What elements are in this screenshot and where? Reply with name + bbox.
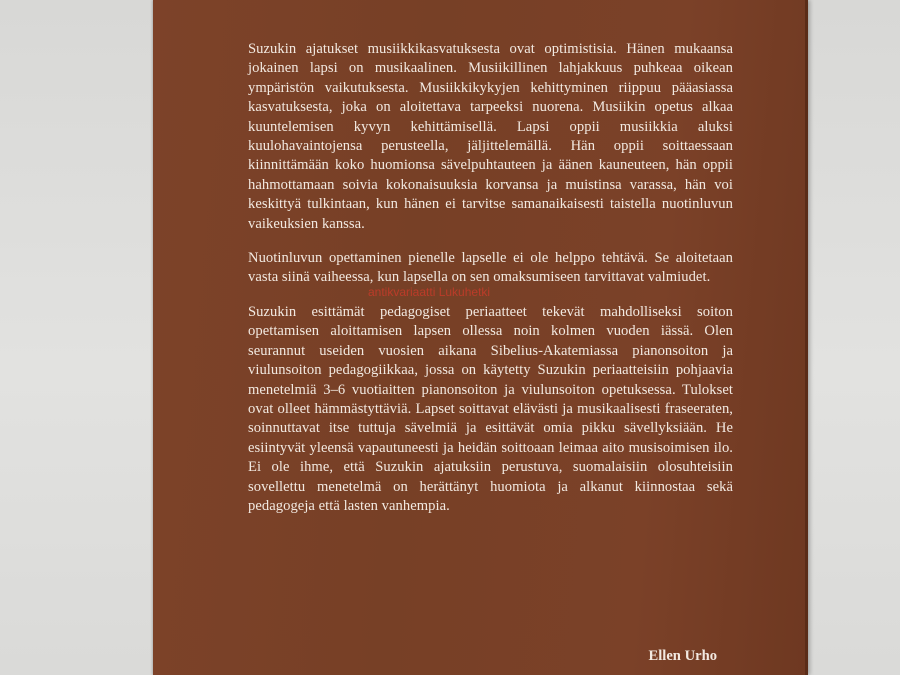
paragraph-3: Suzukin esittämät pedagogiset periaatteet tekevät mahdolliseksi soiton opettamisen aloittamisen lapsen ollessa noin kolmen vuoden iässä. Olen seurannut useiden vuosien aikana Sibelius-Akatemiassa pianonsoiton ja viulunsoiton pedagogiikkaa, jossa on käytetty Suzukin periaatteisiin pohjaavia menetelmiä 3–6 vuotiaitten pianonsoiton ja viulunsoiton opetuksessa. Tulokset ovat olleet hämmästyttäviä. Lapset soittavat elävästi ja musikaalisesti fraseeraten, soinnuttavat itse tuttuja sävelmiä ja esittävät omia pikku sävellyksiään. He esiintyvät yleensä vapautuneesti ja heidän soittoaan leimaa aito musisoimisen ilo. Ei ole ihme, että Suzukin ajatuksiin perustuva, suomalaisiin olosuhteisiin sovellettu menetelmä on herättänyt huomiota ja alkanut kiinnostaa sekä pedagogeja että lasten vanhempia. bbox=[248, 303, 733, 514]
author-signature: Ellen Urho bbox=[648, 648, 717, 664]
paragraph-2: Nuotinluvun opettaminen pienelle lapselle ei ole helppo tehtävä. Se aloitetaan vasta siinä vaiheessa, kun lapsella on sen omaksumiseen tarvittavat valmiudet. bbox=[248, 250, 733, 286]
cover-text bbox=[248, 40, 733, 531]
paragraph-1: Suzukin ajatukset musiikkikasvatuksesta ovat optimistisia. Hänen mukaansa jokainen lapsi on musikaalinen. Musiikillinen lahjakkuus puhkeaa oikean ympäristön vaikutuksesta. Musiikkikykyjen kehittyminen riippuu pääasiassa kasvatuksesta, joka on aloitettava tarpeeksi nuorena. Musiikin opetus alkaa kuuntelemisen kyvyn kehittämisellä. Lapsi oppii musiikkia aluksi kuulohavaintojensa perusteella, jäljittelemällä. Hän oppii soittaessaan kiinnittämään koko huomionsa sävelpuhtauteen ja äänen kauneuteen, hän oppii hahmottamaan soivia kokonaisuuksia korvansa ja muistinsa varassa, hän voi keskittyä tulkintaan, kun hänen ei tarvitse samanaikaisesti taistella nuotinluvun vaikeuksien kanssa. bbox=[248, 41, 733, 232]
seller-watermark: antikvariaatti Lukuhetki bbox=[368, 285, 491, 299]
book-edge bbox=[805, 0, 808, 675]
